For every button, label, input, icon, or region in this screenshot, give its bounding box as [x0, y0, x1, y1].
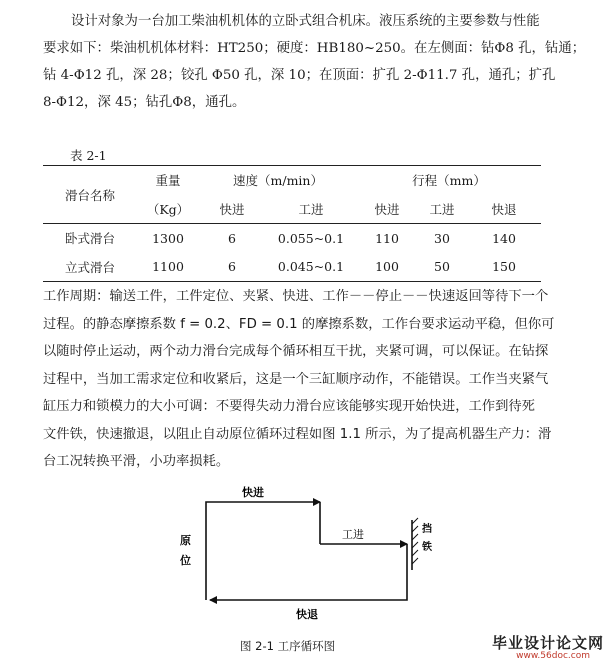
work-cycle-diagram [150, 478, 450, 628]
text-line: 钻 4-Φ12 孔，深 28；铰孔 Φ50 孔，深 10；在顶面：扩孔 2-Φ11.7 孔，通孔；扩孔 [43, 68, 556, 83]
header-stroke: 行程（mm） [357, 166, 541, 195]
cell-stroke-work-in: 30 [434, 230, 450, 246]
text-line: 要求如下：柴油机机体材料：HT250；硬度：HB180~250。在左侧面：钻Φ8 孔，钻通； [43, 41, 586, 56]
header-work-in: 工进 [265, 195, 357, 224]
text-line: 设计对象为一台加工柴油机机体的立卧式组合机床。液压系统的主要参数与性能 [71, 14, 540, 29]
label-fast-forward: 快进 [242, 486, 264, 499]
table-header-row [43, 166, 541, 195]
fast-return-path [210, 544, 407, 600]
stop-block-hatch [412, 518, 418, 564]
header-fast-in: 快进 [199, 195, 265, 224]
header-stroke-fast-back: 快退 [467, 195, 541, 224]
label-origin: 位 [180, 554, 191, 567]
cell-weight: 1100 [137, 253, 199, 282]
label-fast-return: 快退 [296, 608, 318, 621]
text-line: 工作周期：输送工件，工件定位、夹紧、快进、工作－－停止－－快速返回等待下一个 [43, 289, 549, 304]
header-weight: 重量 [137, 166, 199, 195]
cell-stroke-fast-back: 150 [467, 253, 541, 282]
cell-weight: 1300 [152, 230, 184, 246]
watermark-title: 毕业设计论文网 [491, 634, 604, 652]
cell-stroke-fast-in: 110 [375, 230, 399, 246]
text-line: 8-Φ12，深 45；钻孔Φ8，通孔。 [43, 95, 246, 110]
text-line: 以随时停止运动，两个动力滑台完成每个循环相互干扰，夹紧可调，可以保证。在钻探 [43, 344, 549, 359]
cell-stroke-fast-in: 100 [357, 253, 417, 282]
table-row [43, 253, 541, 282]
cell-work-in: 0.055~0.1 [277, 230, 345, 246]
figure-caption: 图 2-1 工序循环图 [240, 639, 336, 653]
text-line: 文件铁，快速撤退，以阻止自动原位循环过程如图 1.1 所示，为了提高机器生产力：滑 [43, 426, 552, 442]
label-work-feed: 工进 [342, 528, 364, 541]
table-row [43, 224, 541, 253]
intro-paragraph [43, 8, 603, 116]
text-line: 过程中，当加工需求定位和收紧后，这是一个三缸顺序动作，不能错误。工作当夹紧气 [43, 371, 549, 387]
header-slide-name: 滑台名称 [43, 166, 137, 224]
header-speed: 速度（m/min） [199, 166, 357, 195]
table-caption: 表 2-1 [70, 148, 107, 163]
label-stop: 铁 [422, 542, 432, 553]
fast-forward-path [206, 502, 320, 600]
watermark-url: www.56doc.com [516, 651, 590, 661]
label-stop: 挡 [422, 524, 432, 535]
cell-work-in: 0.045~0.1 [265, 253, 357, 282]
cell-name: 立式滑台 [43, 253, 137, 282]
work-cycle-paragraph [43, 283, 603, 476]
header-stroke-fast-in: 快进 [357, 195, 417, 224]
header-weight-unit: （Kg） [137, 195, 199, 224]
header-stroke-work-in: 工进 [417, 195, 467, 224]
text-line: 缸压力和锁模力的大小可调：不要得失动力滑台应该能够实现开始快进，工作到待死 [43, 399, 535, 414]
text-line: 过程。的静态摩擦系数 f = 0.2、FD = 0.1 的摩擦系数，工作台要求运动平稳，但你可 [43, 316, 555, 332]
label-origin: 原 [180, 534, 191, 547]
cell-fast-in: 6 [199, 253, 265, 282]
site-watermark [444, 630, 604, 664]
text-line: 台工况转换平滑，小功率损耗。 [43, 454, 230, 469]
cell-stroke-work-in: 50 [417, 253, 467, 282]
cell-name: 卧式滑台 [64, 231, 115, 247]
cell-stroke-fast-back: 140 [492, 230, 516, 246]
cell-fast-in: 6 [228, 230, 236, 246]
slide-spec-table [43, 165, 541, 282]
